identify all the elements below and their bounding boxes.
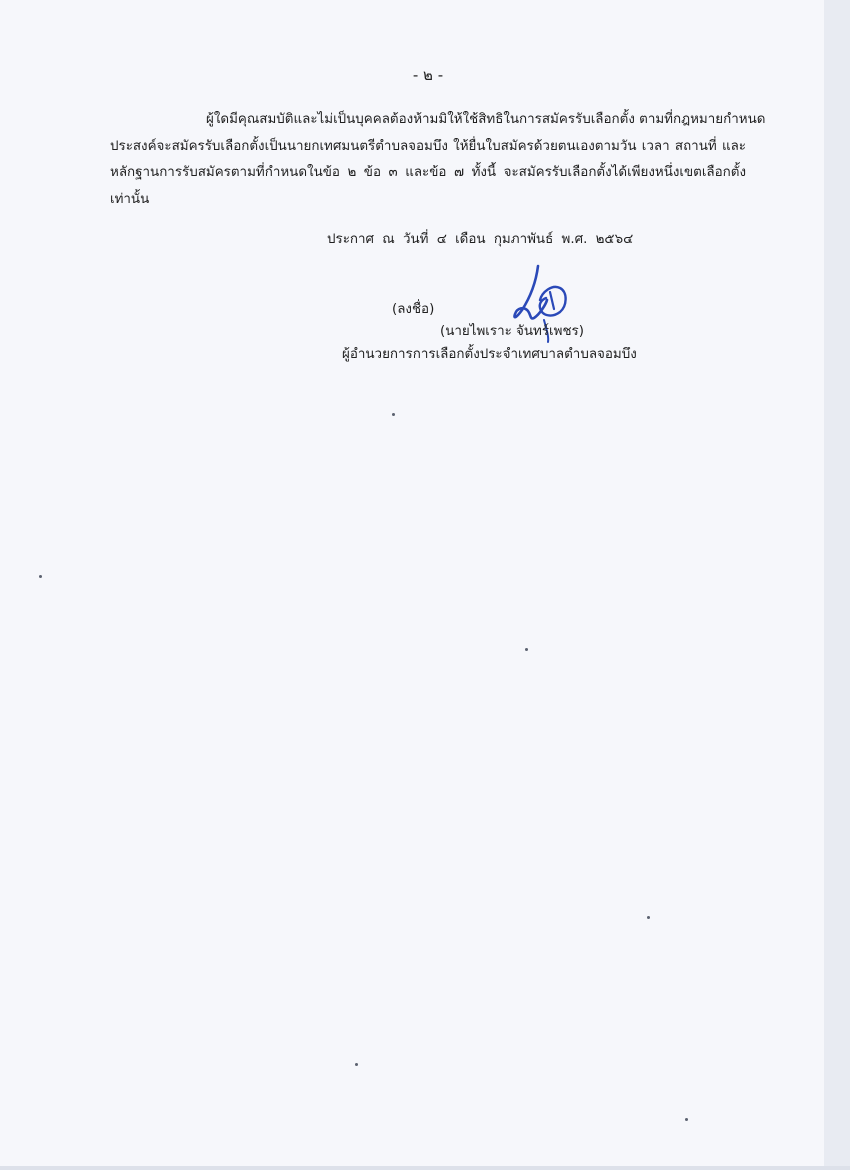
scan-edge-bottom bbox=[0, 1166, 850, 1170]
paragraph-line-1: ผู้ใดมีคุณสมบัติและไม่เป็นบุคคลต้องห้ามมิให้ใช้สิทธิในการสมัครรับเลือกตั้ง ตามที่กฎหมายกำหนด bbox=[206, 112, 766, 127]
signer-position: ผู้อำนวยการการเลือกตั้งประจำเทศบาลตำบลจอมบึง bbox=[342, 347, 637, 362]
scan-edge-right bbox=[824, 0, 850, 1170]
announcement-date: ประกาศ ณ วันที่ ๔ เดือน กุมภาพันธ์ พ.ศ. ๒๕๖๔ bbox=[327, 232, 634, 247]
paragraph-line-2: ประสงค์จะสมัครรับเลือกตั้งเป็นนายกเทศมนตรีตำบลจอมบึง ให้ยื่นใบสมัครด้วยตนเองตามวัน เวลา สถานที่ และ bbox=[110, 138, 746, 154]
paper-speck bbox=[685, 1118, 688, 1121]
paper-speck bbox=[392, 413, 395, 416]
paragraph-line-3: หลักฐานการรับสมัครตามที่กำหนดในข้อ ๒ ข้อ ๓ และข้อ ๗ ทั้งนี้ จะสมัครรับเลือกตั้งได้เพียงหนึ่งเขตเลือกตั้ง bbox=[110, 165, 746, 180]
paragraph-line-4: เท่านั้น bbox=[110, 191, 150, 207]
signature-label: (ลงชื่อ) bbox=[392, 302, 435, 317]
paper-speck bbox=[647, 916, 650, 919]
page-number: - ๒ - bbox=[412, 66, 444, 84]
paper-speck bbox=[39, 575, 42, 578]
body-paragraph bbox=[110, 107, 766, 213]
signer-name: (นายไพเราะ จันทร์เพชร) bbox=[440, 324, 584, 339]
paper-speck bbox=[355, 1063, 358, 1066]
paper-speck bbox=[525, 648, 528, 651]
